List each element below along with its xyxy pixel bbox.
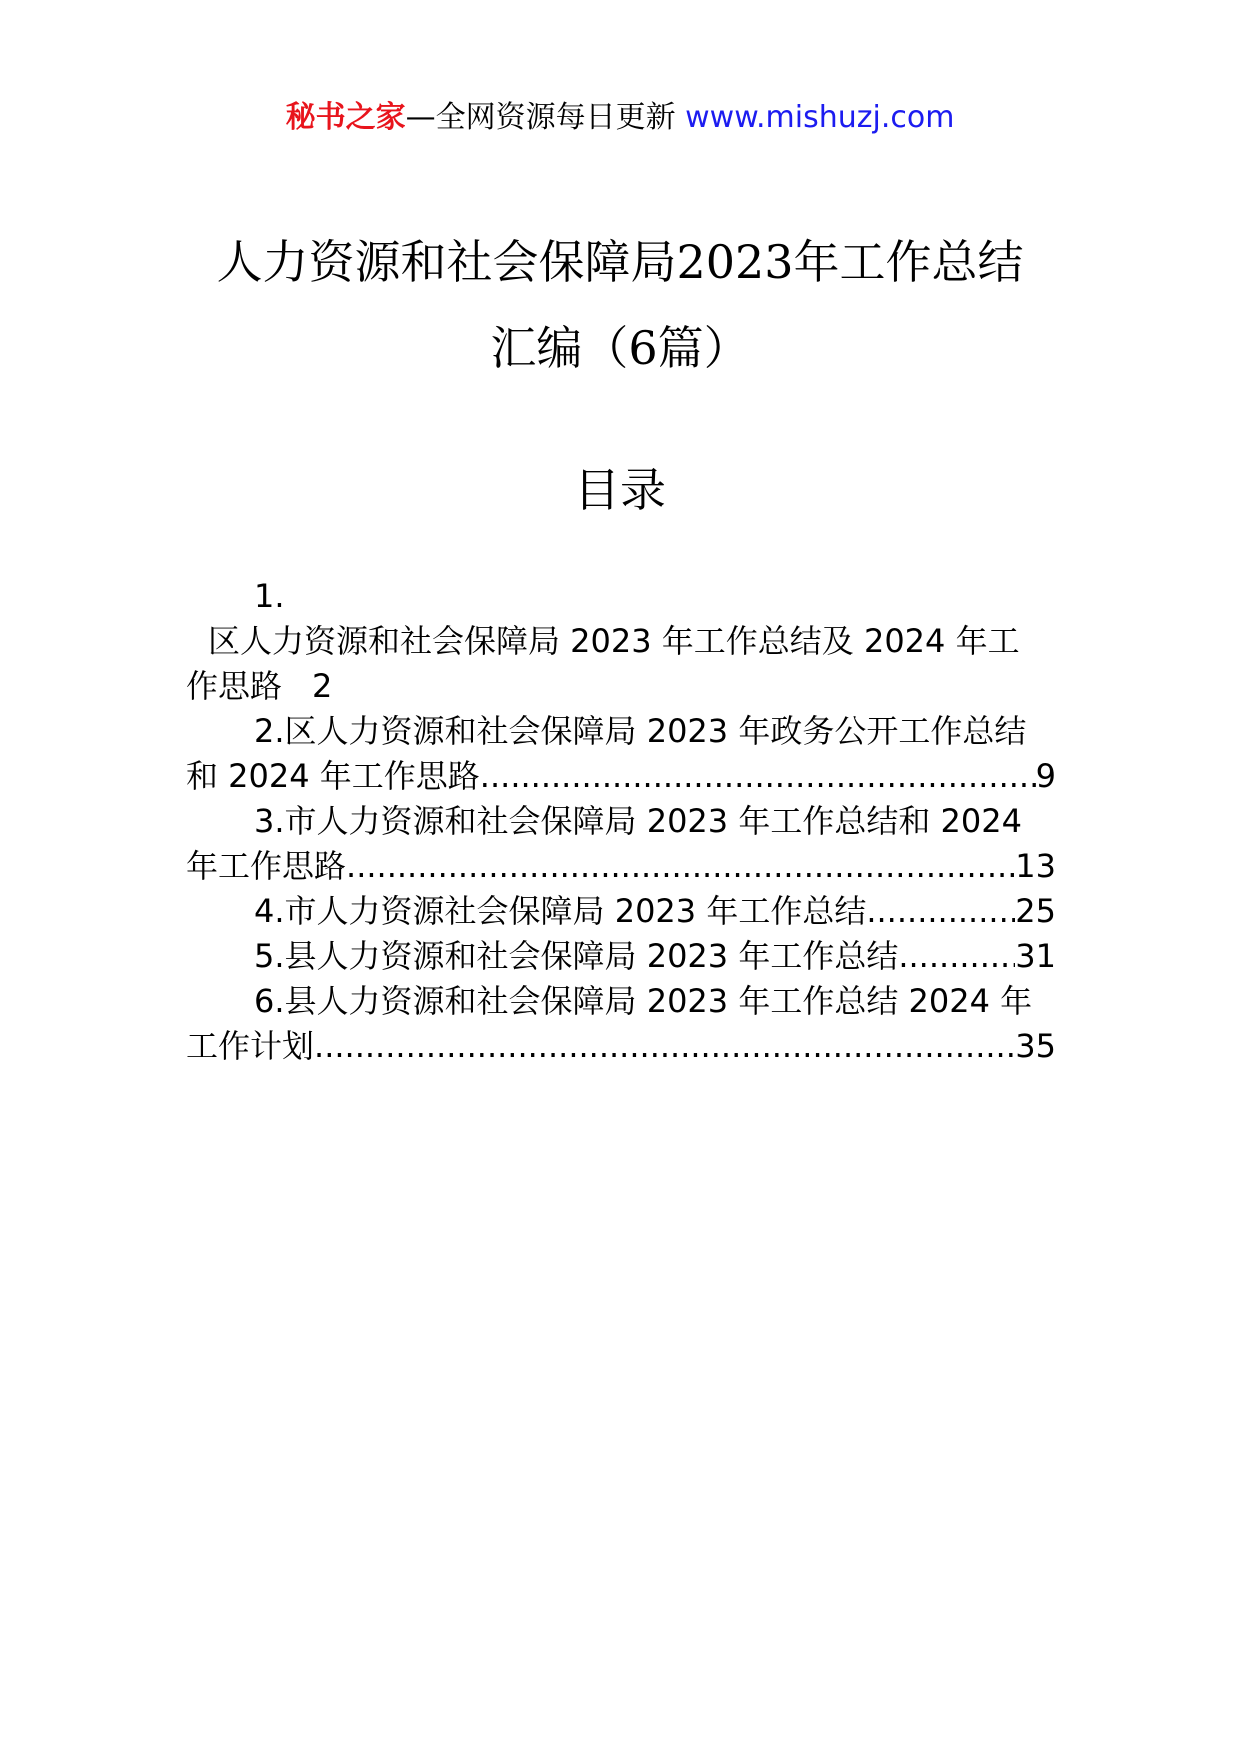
toc-entry-4[interactable] <box>186 889 1056 934</box>
site-url-link[interactable]: www.mishuzj.com <box>685 100 955 135</box>
toc-entry-2-line2-row <box>186 754 1056 799</box>
toc-entry-1-page: 2 <box>312 667 333 705</box>
toc-entry-3-line2-row <box>186 844 1056 889</box>
toc-entry-3[interactable] <box>186 799 1056 889</box>
toc-entry-3-line2: 年工作思路 <box>186 847 347 885</box>
toc-entry-6[interactable] <box>186 979 1056 1069</box>
toc-entry-1-line1: 区人力资源和社会保障局 2023 年工作总结及 2024 年工 <box>208 622 1020 660</box>
dot-leader <box>480 754 1036 799</box>
toc-entry-2-line2: 和 2024 年工作思路 <box>186 757 480 795</box>
toc-entry-1-number: 1. <box>254 577 285 615</box>
toc-entry-4-line1: 4.市人力资源社会保障局 2023 年工作总结 <box>254 892 867 930</box>
toc-entry-5-row <box>186 934 1056 979</box>
dot-leader <box>866 889 1015 934</box>
toc-entry-6-line2-row <box>186 1024 1056 1069</box>
toc-entry-2-line1: 2.区人力资源和社会保障局 2023 年政务公开工作总结 <box>254 712 1027 750</box>
toc-entry-1-line2: 作思路 <box>186 667 283 705</box>
toc-entry-1-line2-wrap <box>186 664 1056 709</box>
dot-leader <box>314 1024 1015 1069</box>
toc-heading: 目录 <box>574 463 666 517</box>
toc-entry-5-line1: 5.县人力资源和社会保障局 2023 年工作总结 <box>254 937 899 975</box>
banner-tagline: —全网资源每日更新 <box>405 100 676 135</box>
dot-leader <box>346 844 1015 889</box>
document-title-line-2: 汇编（6篇） <box>490 321 750 375</box>
brand-name: 秘书之家 <box>285 100 406 135</box>
toc-entry-6-line1: 6.县人力资源和社会保障局 2023 年工作总结 2024 年 <box>254 982 1033 1020</box>
toc-entry-2[interactable] <box>186 709 1056 799</box>
toc-entry-6-page: 35 <box>1015 1027 1056 1065</box>
toc-entry-6-line2: 工作计划 <box>186 1027 315 1065</box>
dot-leader <box>898 934 1015 979</box>
document-title-line-1: 人力资源和社会保障局2023年工作总结 <box>216 235 1024 289</box>
toc-entry-4-row <box>186 889 1056 934</box>
site-banner <box>0 98 1240 138</box>
toc-entry-5[interactable] <box>186 934 1056 979</box>
toc-entry-4-page: 25 <box>1015 892 1056 930</box>
toc-entry-2-page: 9 <box>1035 757 1056 795</box>
toc-entry-3-line1: 3.市人力资源和社会保障局 2023 年工作总结和 2024 <box>254 802 1022 840</box>
table-of-contents <box>186 574 1056 1069</box>
toc-entry-3-page: 13 <box>1015 847 1056 885</box>
toc-entry-1[interactable] <box>186 574 1056 709</box>
toc-entry-5-page: 31 <box>1015 937 1056 975</box>
